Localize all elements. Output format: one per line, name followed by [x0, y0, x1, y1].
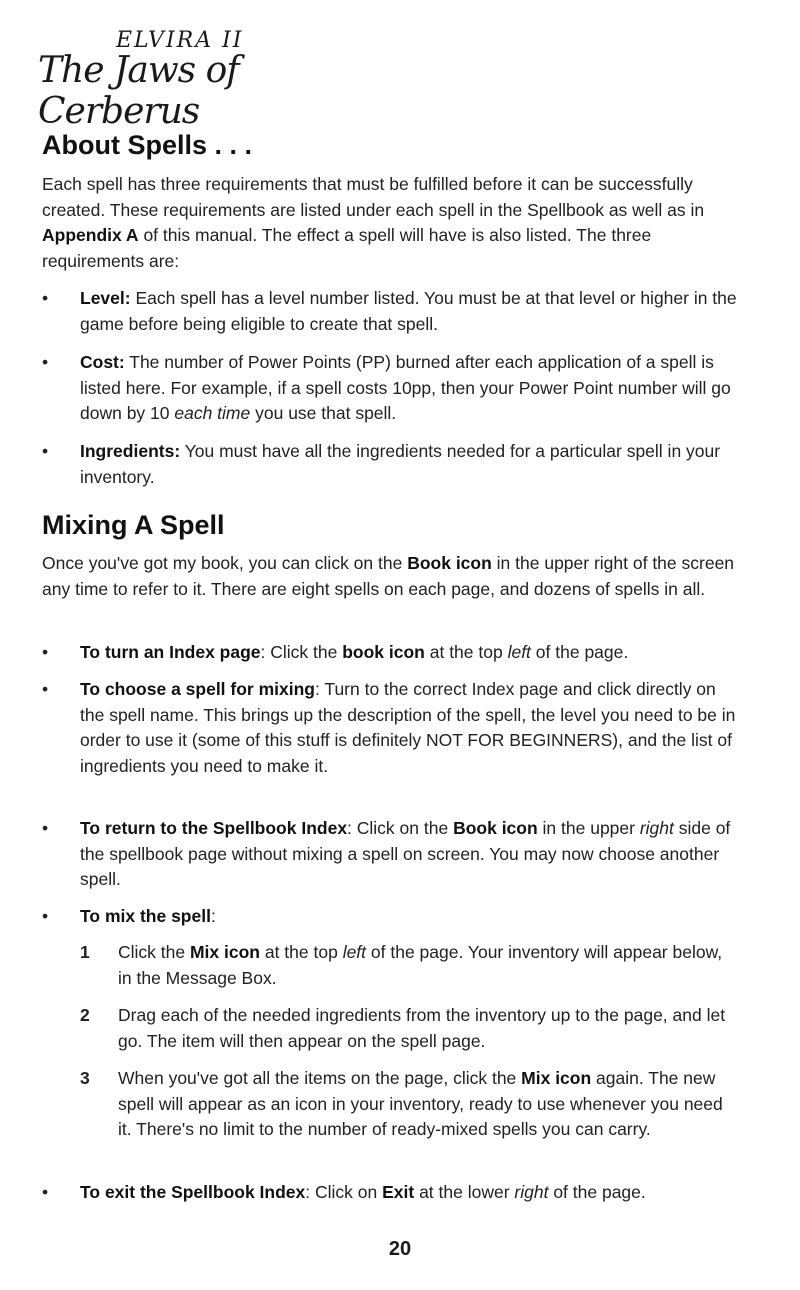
bullet-dot: •	[42, 288, 49, 308]
game-logo	[38, 28, 328, 132]
bullet-dot: •	[42, 1182, 49, 1202]
bullet-dot: •	[42, 906, 49, 926]
about-spells-intro: Each spell has three requirements that must be fulfilled before it can be successfully created. These requirements are listed under each spell in the Spellbook as well as in Appendix A of this manual. The effect a spell will have is also listed. The three requirements are:	[42, 174, 705, 271]
page-number: 20	[388, 1238, 412, 1260]
mixing-spell-intro: Once you've got my book, you can click on the Book icon in the upper right of the screen any time to refer to it. There are eight spells on each page, and dozens of spells in all.	[42, 553, 735, 599]
manual-page: ELVIRA II The Jaws of Cerberus About Spells . . . Each spell has three requirements that must be fulfilled before it can be successfully created. These requirements are listed under each spell in the Spellbook as well as in Appendix A of this manual. The effect a spell will have is also listed. The three requirements are: • Level: Each spell has a level number listed. You must be at that level or higher in the game before being eligible to create that spell. • Cost: The number of Power Points (PP) burned after each application of a spell is listed here. For example, if a spell costs 10pp, then your Power Point number will go down by 10 each time you use that spell. • Ingredients: You must have all the ingredients needed for a particular spell in your inventory. Mixing A Spell Once you've got my book, you can click on the Book icon in the upper right of the screen any time to refer to it. There are eight spells on each page, and dozens of spells in all. • To turn an Index page: Click the book icon at the top left of the page. • To choose a spell for mixing: Turn to the correct Index page and click directly on the spell name. This brings up the description of the spell, the level you need to be in order to use it (some of this stuff is definitely NOT FOR BEGINNERS), and the list of ingredients you need to make it. • To return to the Spellbook Index: Click on the Book icon in the upper right side of the spellbook page without mixing a spell on screen. You may now choose another spell. • To mix the spell: 1 Click the Mix icon at the top left of the page. Your inventory will appear below, in the Message Box. 2 Drag each of the needed ingredients from the inventory up to the page, and let go. The item will then appear on the spell page. 3 When you've got all the items on the page, click the Mix icon again. The new spell will appear as an icon in your inventory, ready to use whenever you need it. There's no limit to the number of ready-mixed spells you can carry. • To exit the Spellbook Index: Click on Exit at the lower right of the page. 20	[0, 0, 800, 1290]
step-number: 2	[80, 1005, 90, 1025]
bullet-dot: •	[42, 352, 49, 372]
logo-subtitle: ELVIRA II	[116, 28, 244, 53]
logo-title: The Jaws of Cerberus	[38, 50, 239, 132]
bullet-dot: •	[42, 642, 49, 662]
about-spells-heading: About Spells . . .	[42, 130, 253, 160]
bullet-dot: •	[42, 441, 49, 461]
bullet-dot: •	[42, 679, 49, 699]
bullet-dot: •	[42, 818, 49, 838]
step-number: 1	[80, 942, 90, 962]
step-number: 3	[80, 1068, 90, 1088]
mixing-spell-heading: Mixing A Spell	[42, 510, 225, 540]
